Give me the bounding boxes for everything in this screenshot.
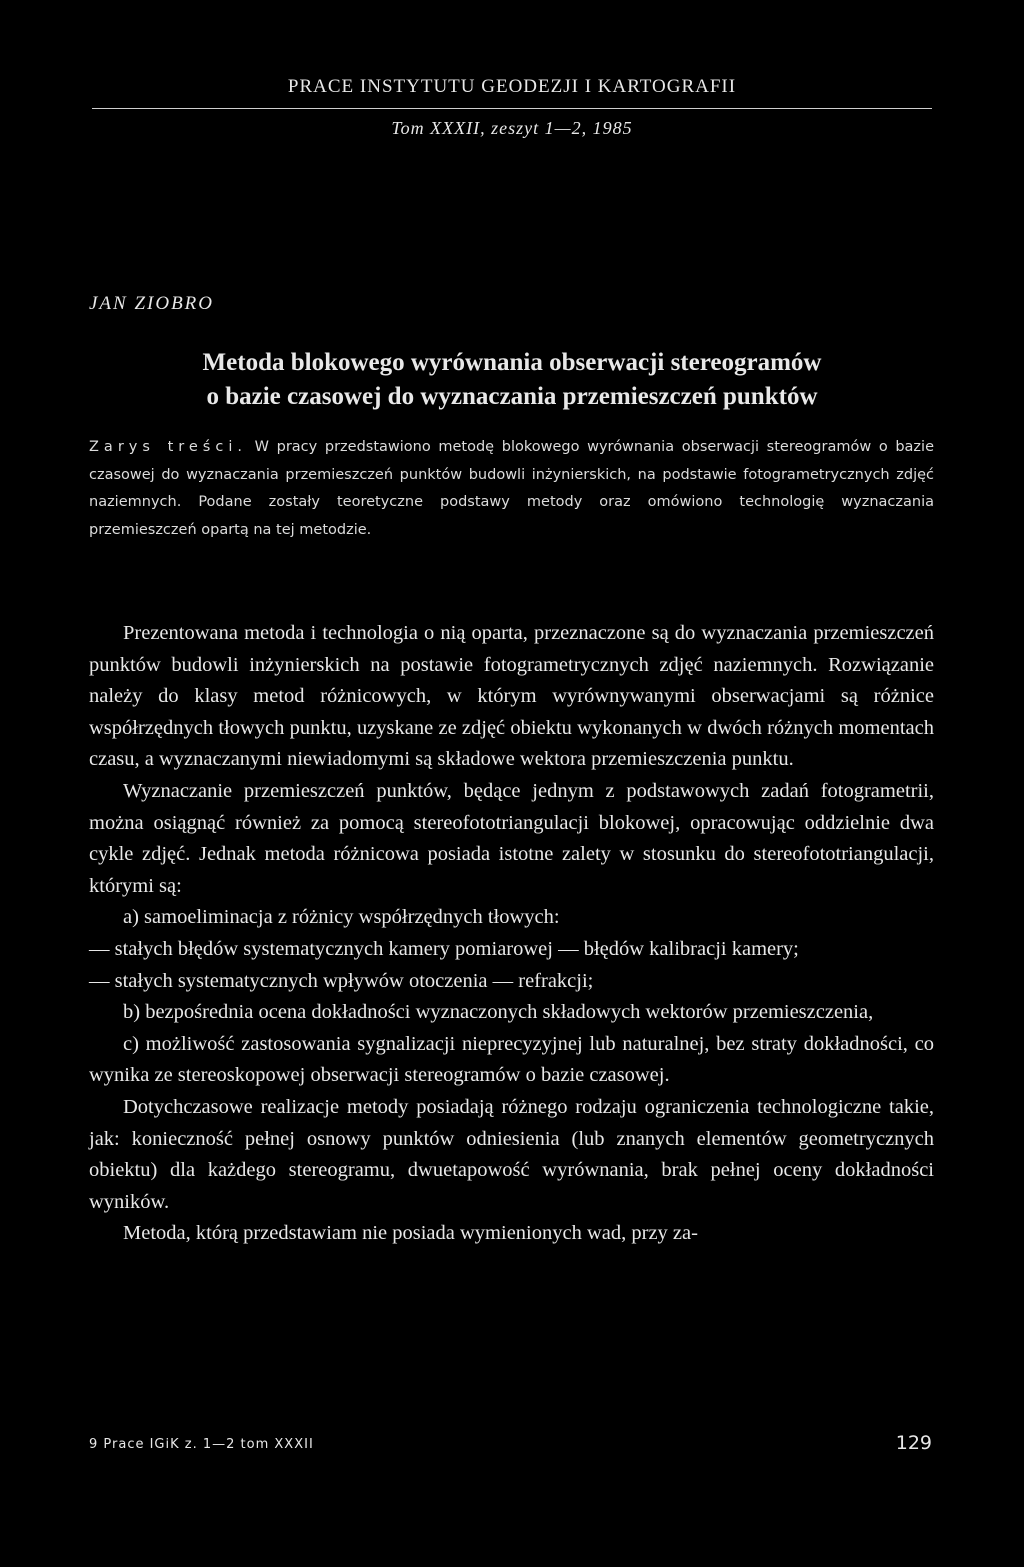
list-dash-2: — stałych systematycznych wpływów otoczenia — refrakcji;	[89, 969, 594, 992]
header-rule	[92, 108, 932, 109]
title-line-1: Metoda blokowego wyrównania obserwacji stereogramów	[202, 349, 822, 376]
footer-signature: 9 Prace IGiK z. 1—2 tom XXXII	[89, 1437, 314, 1452]
title-line-2: o bazie czasowej do wyznaczania przemieszczeń punktów	[206, 383, 818, 410]
paragraph-1: Prezentowana metoda i technologia o nią oparta, przeznaczone są do wyznaczania przemieszczeń punktów budowli inżynierskich na postawie fotogrametrycznych zdjęć naziemnych. Rozwiązanie należy do klasy metod różnicowych, w którym wyrównywanymi obserwacjami są różnice współrzędnych tłowych punktu, uzyskane ze zdjęć obiektu wykonanych w dwóch różnych momentach czasu, a wyznaczanymi niewiadomymi są składowe wektora przemieszczenia punktu.	[89, 622, 934, 771]
abstract	[89, 434, 934, 544]
abstract-text: W pracy przedstawiono metodę blokowego wyrównania obserwacji stereogramów o bazie czasowej do wyznaczania przemieszczeń punktów budowli inżynierskich, na podstawie fotogrametrycznych zdjęć naziemnych. Podane zostały teoretyczne podstawy metody oraz omówiono technologię wyznaczania przemieszczeń opartą na tej metodzie.	[89, 439, 934, 538]
paragraph-2: Wyznaczanie przemieszczeń punktów, będące jednym z podstawowych zadań fotogrametrii, można osiągnąć również za pomocą stereofototriangulacji blokowej, opracowując oddzielnie dwa cykle zdjęć. Jednak metoda różnicowa posiada istotne zalety w stosunku do stereofototriangulacji, którymi są:	[89, 779, 934, 897]
journal-title: PRACE INSTYTUTU GEODEZJI I KARTOGRAFII	[287, 76, 737, 97]
article-title	[0, 346, 1024, 414]
page-number: 129	[895, 1432, 932, 1454]
paragraph-4: Metoda, którą przedstawiam nie posiada wymienionych wad, przy za-	[123, 1222, 698, 1245]
author-name: JAN ZIOBRO	[89, 293, 215, 314]
list-item-c: c) możliwość zastosowania sygnalizacji nieprecyzyjnej lub naturalnej, bez straty dokładności, co wynika ze stereoskopowej obserwacji stereogramów o bazie czasowej.	[89, 1032, 934, 1087]
abstract-label: Zarys treści.	[89, 439, 247, 455]
list-item-a: a) samoeliminacja z różnicy współrzędnych tłowych:	[123, 906, 560, 929]
volume-info: Tom XXXII, zeszyt 1—2, 1985	[391, 118, 633, 138]
list-item-b: b) bezpośrednia ocena dokładności wyznaczonych składowych wektorów przemieszczenia,	[123, 1001, 874, 1024]
paragraph-3: Dotychczasowe realizacje metody posiadają różnego rodzaju ograniczenia technologiczne takie, jak: konieczność pełnej osnowy punktów odniesienia (lub znanych elementów geometrycznych obiektu) dla każdego stereogramu, dwuetapowość wyrównania, brak pełnej oceny dokładności wyników.	[89, 1095, 934, 1213]
list-dash-1: — stałych błędów systematycznych kamery pomiarowej — błędów kalibracji kamery;	[89, 937, 799, 960]
body-text	[89, 618, 934, 1250]
